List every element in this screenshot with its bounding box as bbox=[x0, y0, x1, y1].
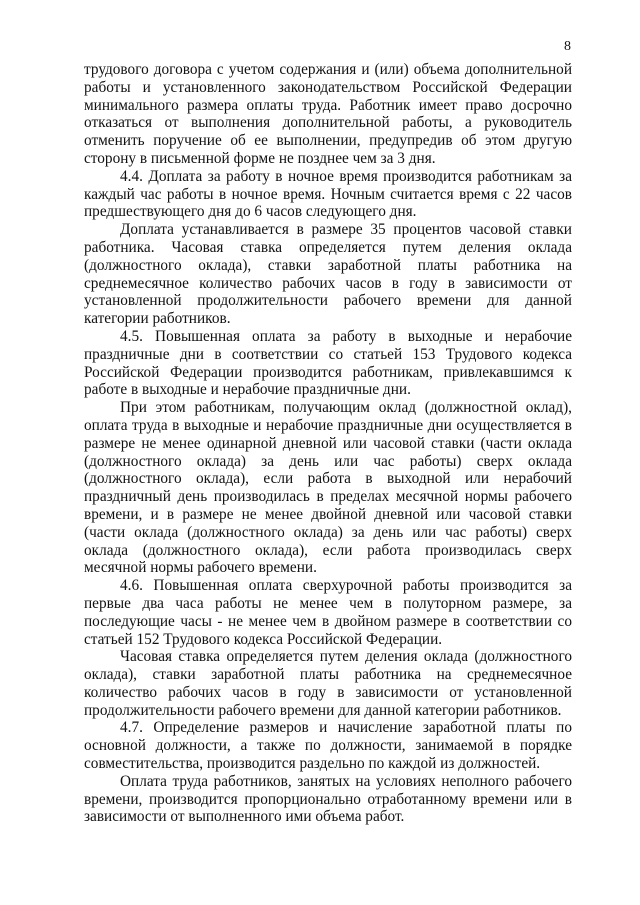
paragraph-continuation: трудового договора с учетом содержания и (или) объема дополнительной работы и установленного законодательством Российской Федерации минимального размера оплаты труда. Работник имеет право досрочно отказаться от выполнения дополнительной работы, а руководитель отменить поручение об ее выполнении, предупредив об этом другую сторону в письменной форме не позднее чем за 3 дня. bbox=[84, 61, 572, 167]
paragraph-4-7: 4.7. Определение размеров и начисление заработной платы по основной должности, а также по должности, занимаемой в порядке совместительства, производится раздельно по каждой из должностей. bbox=[84, 719, 572, 773]
document-body bbox=[84, 61, 572, 826]
paragraph-part-time-pay: Оплата труда работников, занятых на условиях неполного рабочего времени, производится пропорционально отработанному времени или в зависимости от выполненного ими объема работ. bbox=[84, 772, 572, 826]
paragraph-4-5: 4.5. Повышенная оплата за работу в выходные и нерабочие праздничные дни в соответствии со статьей 153 Трудового кодекса Российской Федерации производится работникам, привлекавшимся к работе в выходные и нерабочие праздничные дни. bbox=[84, 327, 572, 399]
paragraph-4-4: 4.4. Доплата за работу в ночное время производится работникам за каждый час работы в ночное время. Ночным считается время с 22 часов предшествующего дня до 6 часов следующего дня. bbox=[84, 167, 572, 221]
page-number: 8 bbox=[564, 39, 571, 54]
paragraph-hourly-rate-definition: Часовая ставка определяется путем деления оклада (должностного оклада), ставки заработной платы работника на среднемесячное количество рабочих часов в году в зависимости от установленной продолжительности рабочего времени для данной категории работников. bbox=[84, 648, 572, 719]
paragraph-4-6: 4.6. Повышенная оплата сверхурочной работы производится за первые два часа работы не менее чем в полуторном размере, за последующие часы - не менее чем в двойном размере в соответствии со статьей 152 Трудового кодекса Российской Федерации. bbox=[84, 577, 572, 648]
paragraph-night-pay-rate: Доплата устанавливается в размере 35 процентов часовой ставки работника. Часовая ставка определяется путем деления оклада (должностного оклада), ставки заработной платы работника на среднемесячное количество рабочих часов в году в зависимости от установленной продолжительности рабочего времени для данной категории работников. bbox=[84, 221, 572, 328]
paragraph-holiday-pay-details: При этом работникам, получающим оклад (должностной оклад), оплата труда в выходные и нерабочие праздничные дни осуществляется в размере не менее одинарной дневной или часовой ставки (части оклада (должностного оклада) за день или час работы) сверх оклада (должностного оклада), если работа в выходной или нерабочий праздничный день производилась в пределах месячной нормы рабочего времени, и в размере не менее двойной дневной или часовой ставки (части оклада (должностного оклада) за день или час работы) сверх оклада (должностного оклада), если работа производилась сверх месячной нормы рабочего времени. bbox=[84, 399, 572, 577]
